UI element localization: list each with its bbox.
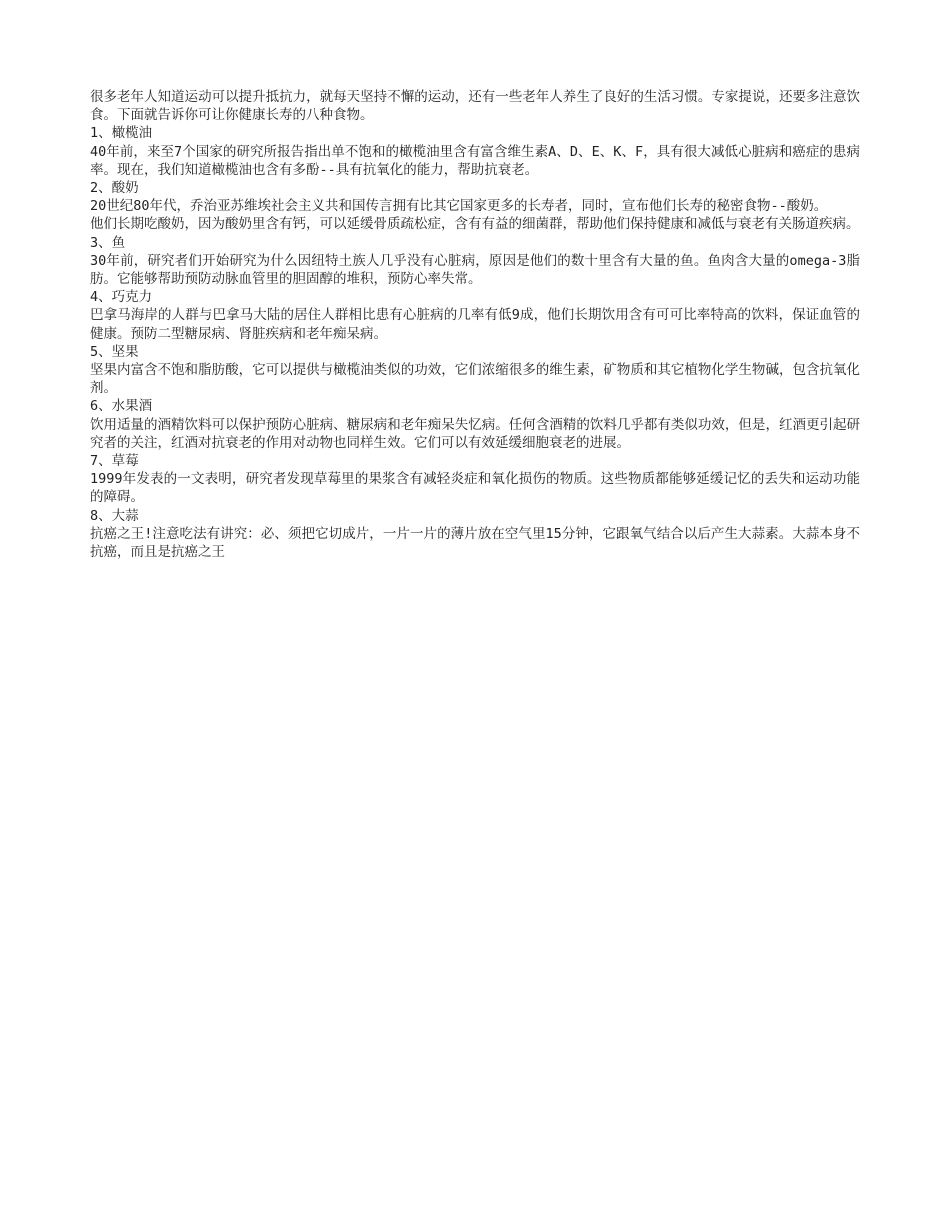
section-paragraph: 他们长期吃酸奶，因为酸奶里含有钙，可以延缓骨质疏松症，含有有益的细菌群，帮助他们保持健康和减低与衰老有关肠道疾病。 — [90, 216, 860, 233]
section-heading-garlic: 8、大蒜 — [90, 507, 139, 524]
section-heading-strawberry: 7、草莓 — [90, 453, 139, 470]
section-heading-nuts: 5、坚果 — [90, 343, 139, 360]
section-paragraph: 1999年发表的一文表明，研究者发现草莓里的果浆含有减轻炎症和氧化损伤的物质。这些物质都能够延缓记忆的丢失和运动功能的障碍。 — [90, 471, 860, 506]
section-paragraph: 抗癌之王!注意吃法有讲究：必、须把它切成片，一片一片的薄片放在空气里15分钟，它跟氧气结合以后产生大蒜素。大蒜本身不抗癌，而且是抗癌之王 — [90, 525, 860, 561]
section-heading-olive-oil: 1、橄榄油 — [90, 125, 153, 142]
intro-paragraph: 很多老年人知道运动可以提升抵抗力，就每天坚持不懈的运动，还有一些老年人养生了良好的生活习惯。专家提说，还要多注意饮食。下面就告诉你可让你健康长寿的八种食物。 — [90, 89, 860, 124]
section-paragraph: 30年前，研究者们开始研究为什么因纽特土族人几乎没有心脏病，原因是他们的数十里含有大量的鱼。鱼肉含大量的omega-3脂肪。它能够帮助预防动脉血管里的胆固醇的堆积，预防心率失常。 — [90, 252, 860, 288]
section-heading-fish: 3、鱼 — [90, 234, 126, 251]
section-heading-yogurt: 2、酸奶 — [90, 180, 139, 197]
section-heading-fruit-wine: 6、水果酒 — [90, 398, 153, 415]
section-paragraph: 20世纪80年代，乔治亚苏维埃社会主义共和国传言拥有比其它国家更多的长寿者，同时，宣布他们长寿的秘密食物--酸奶。 — [90, 198, 828, 215]
section-heading-chocolate: 4、巧克力 — [90, 289, 153, 306]
article-body — [90, 88, 860, 561]
section-paragraph: 坚果内富含不饱和脂肪酸，它可以提供与橄榄油类似的功效，它们浓缩很多的维生素，矿物质和其它植物化学生物碱，包含抗氧化剂。 — [90, 362, 860, 397]
section-paragraph: 饮用适量的酒精饮料可以保护预防心脏病、糖尿病和老年痴呆失忆病。任何含酒精的饮料几乎都有类似功效，但是，红酒更引起研究者的关注，红酒对抗衰老的作用对动物也同样生效。它们可以有效延缓细胞衰老的进展。 — [90, 416, 860, 451]
section-paragraph: 40年前，来至7个国家的研究所报告指出单不饱和的橄榄油里含有富含维生素A、D、E、K、F，具有很大减低心脏病和癌症的患病率。现在，我们知道橄榄油也含有多酚--具有抗氧化的能力，帮助抗衰老。 — [90, 143, 860, 178]
section-paragraph: 巴拿马海岸的人群与巴拿马大陆的居住人群相比患有心脏病的几率有低9成，他们长期饮用含有可可比率特高的饮料，保证血管的健康。预防二型糖尿病、肾脏疾病和老年痴呆病。 — [90, 307, 860, 342]
